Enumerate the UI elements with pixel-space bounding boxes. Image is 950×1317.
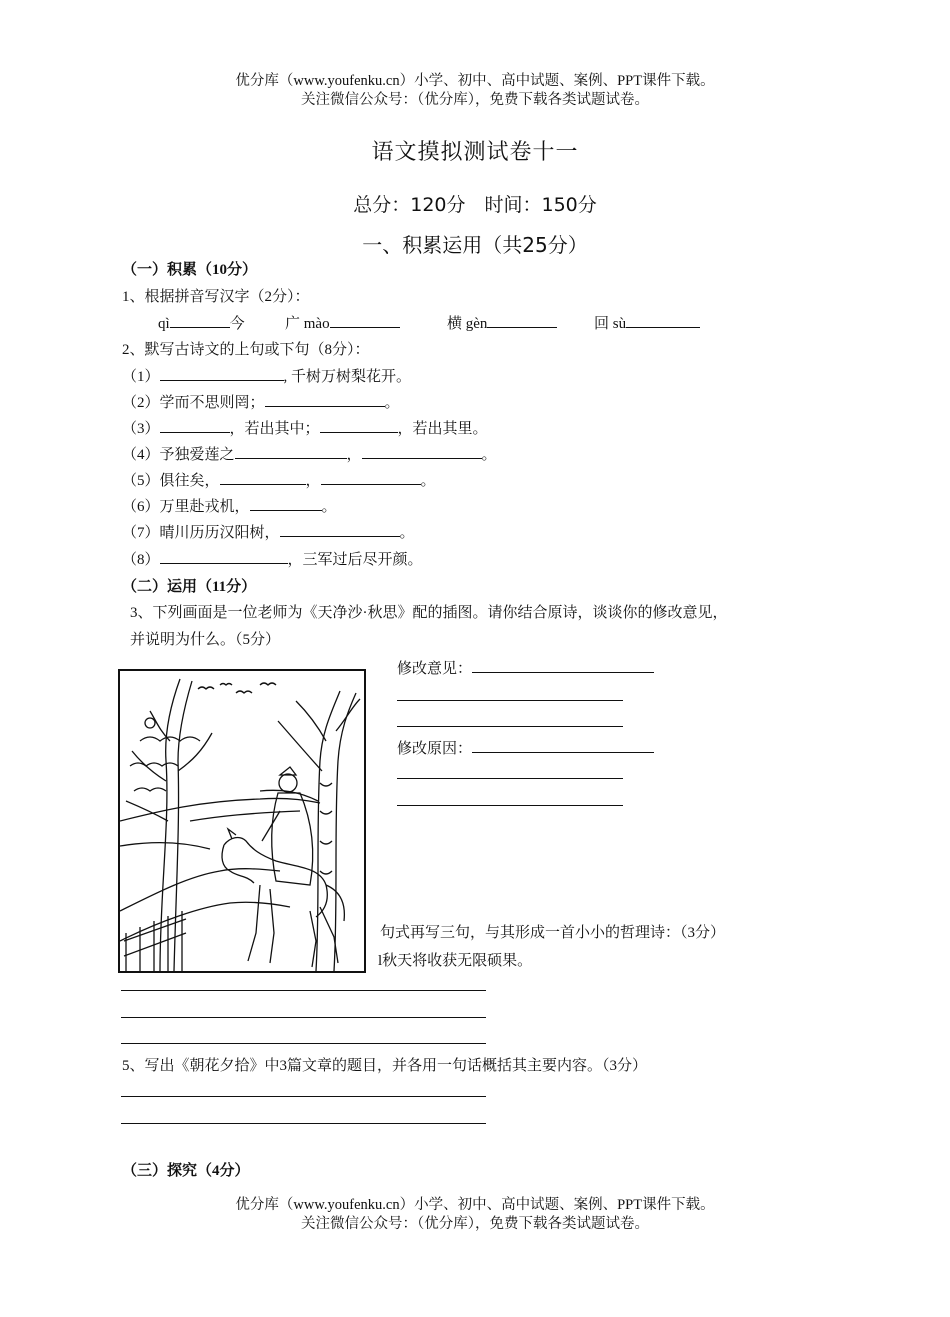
reason-answer-line[interactable]: [472, 737, 654, 753]
question-4-prompt: 句式再写三句，与其形成一首小小的哲理诗：（3分）: [380, 925, 726, 941]
poem-line-2: （2）学而不思则罔； 。: [122, 391, 400, 412]
answer-blank[interactable]: [235, 443, 347, 459]
answer-blank[interactable]: [170, 312, 230, 328]
pinyin-item-2: 广 mào: [285, 312, 400, 333]
subsection-inquiry: （三）探究（4分）: [122, 1163, 250, 1179]
page-title: 语文摸拟测试卷十一: [371, 140, 579, 165]
answer-blank[interactable]: [321, 469, 421, 485]
pinyin-item-4: 回 sù: [594, 312, 700, 333]
pinyin-item-1: qì 今: [158, 312, 245, 333]
opinion-answer-line[interactable]: [397, 700, 623, 701]
answer-blank[interactable]: [265, 391, 385, 407]
answer-line[interactable]: [121, 1096, 486, 1097]
score-time: 总分：120分 时间：150分: [353, 194, 597, 216]
question-3-prompt-cont: 并说明为什么。（5分）: [130, 632, 281, 648]
subsection-application: （二）运用（11分）: [122, 579, 257, 595]
answer-line[interactable]: [121, 1123, 486, 1124]
poem-line-3: （3） ，若出其中； ，若出其里。: [122, 417, 488, 438]
answer-blank[interactable]: [250, 495, 322, 511]
poem-line-1: （1） , 千树万树梨花开。: [122, 365, 411, 386]
answer-blank[interactable]: [220, 469, 306, 485]
answer-blank[interactable]: [320, 417, 398, 433]
answer-blank[interactable]: [362, 443, 482, 459]
opinion-row: [397, 657, 654, 678]
answer-line[interactable]: [121, 1017, 486, 1018]
answer-blank[interactable]: [160, 548, 288, 564]
reason-answer-line[interactable]: [397, 805, 623, 806]
illustration-icon: [118, 669, 366, 973]
question-3-prompt: 3、下列画面是一位老师为《天净沙·秋思》配的插图。请你结合原诗，谈谈你的修改意见，: [130, 605, 728, 621]
section-heading: 一、积累运用（共25分）: [362, 233, 588, 257]
poem-line-7: （7）晴川历历汉阳树， 。: [122, 521, 415, 542]
poem-line-8: （8） ，三军过后尽开颜。: [122, 548, 423, 569]
footer-line-1: 优分库（www.youfenku.cn）小学、初中、高中试题、案例、PPT课件下载。: [235, 1197, 715, 1213]
pinyin-item-3: 横 gèn: [447, 312, 557, 333]
answer-line[interactable]: [121, 990, 486, 991]
opinion-answer-line[interactable]: [397, 726, 623, 727]
opinion-label: 修改意见：: [397, 661, 473, 677]
footer-line-2: 关注微信公众号：（优分库），免费下载各类试题试卷。: [301, 1216, 649, 1232]
answer-blank[interactable]: [280, 521, 400, 537]
answer-blank[interactable]: [626, 312, 700, 328]
reason-answer-line[interactable]: [397, 778, 623, 779]
answer-blank[interactable]: [160, 365, 284, 381]
question-4-example: l秋天将收获无限硕果。: [378, 953, 533, 969]
question-2-prompt: 2、默写古诗文的上句或下句（8分）：: [122, 342, 370, 358]
answer-blank[interactable]: [330, 312, 400, 328]
poem-line-5: （5）俱往矣， ， 。: [122, 469, 436, 490]
question-1-prompt: 1、根据拼音写汉字（2分）：: [122, 289, 310, 305]
header-line-1: 优分库（www.youfenku.cn）小学、初中、高中试题、案例、PPT课件下载。: [235, 73, 715, 89]
poem-line-6: （6）万里赴戎机， 。: [122, 495, 337, 516]
opinion-answer-line[interactable]: [472, 657, 654, 673]
answer-line[interactable]: [121, 1043, 486, 1044]
question-5-prompt: 5、写出《朝花夕拾》中3篇文章的题目，并各用一句话概括其主要内容。（3分）: [122, 1058, 648, 1074]
reason-label: 修改原因：: [397, 741, 473, 757]
reason-row: [397, 737, 654, 758]
subsection-accumulation: （一）积累（10分）: [122, 262, 258, 278]
answer-blank[interactable]: [160, 417, 230, 433]
answer-blank[interactable]: [487, 312, 557, 328]
poem-line-4: （4）予独爱莲之 ， 。: [122, 443, 497, 464]
header-line-2: 关注微信公众号：（优分库），免费下载各类试题试卷。: [301, 92, 649, 108]
